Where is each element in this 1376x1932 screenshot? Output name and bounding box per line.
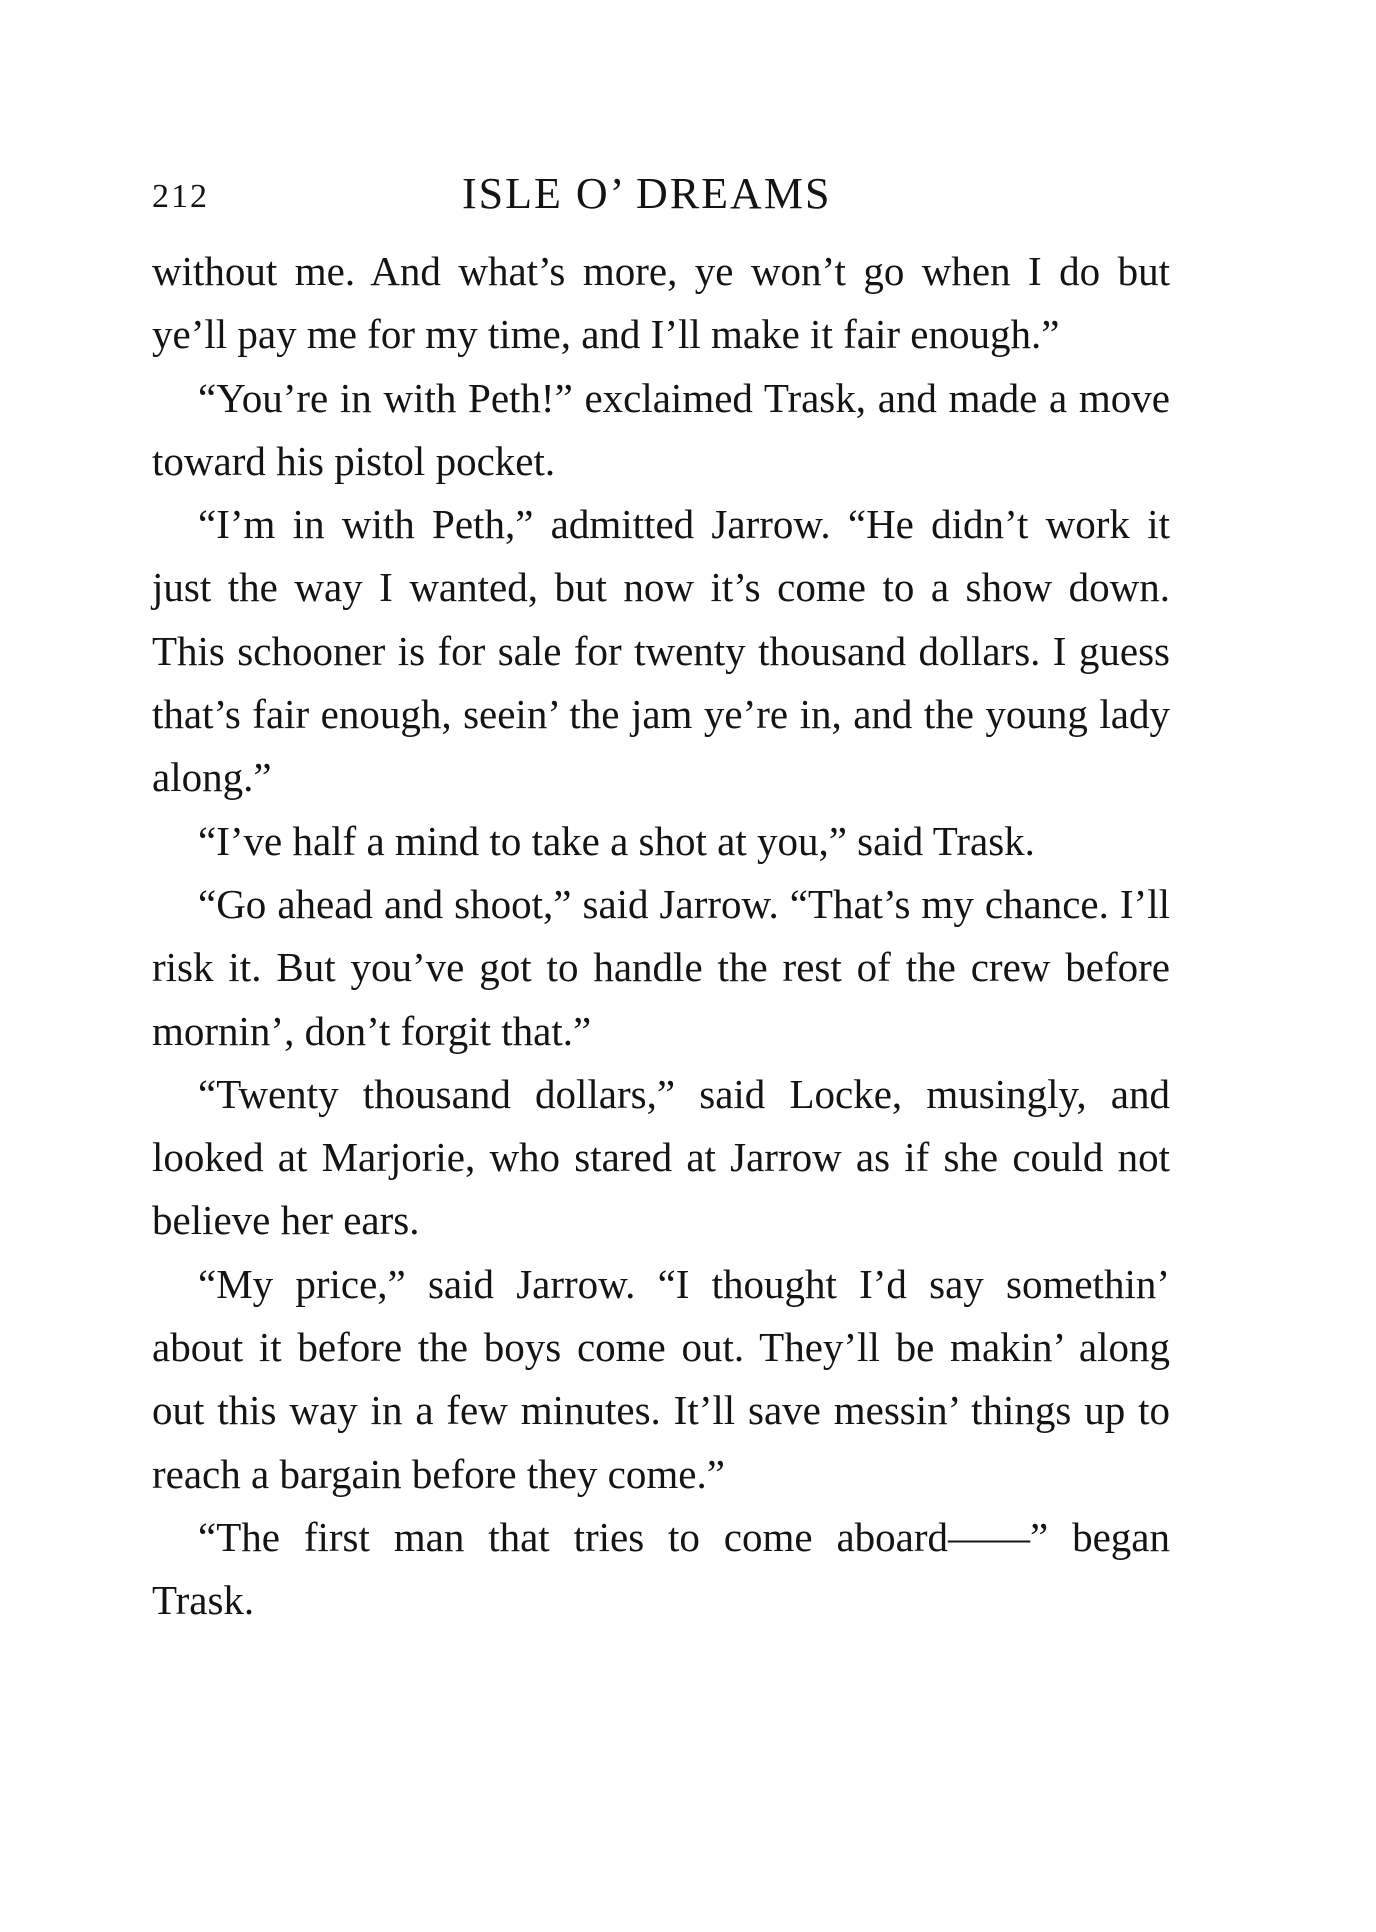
body-text (152, 240, 1170, 1633)
paragraph: “The first man that tries to come aboard——” began Trask. (152, 1513, 1170, 1624)
running-head-title: ISLE O’ DREAMS (462, 169, 832, 218)
page-header (152, 168, 1170, 228)
paragraph: “I’m in with Peth,” admitted Jarrow. “He didn’t work it just the way I wanted, but now it’s come to a show down. This schooner is for sale for twenty thousand dollars. I guess that’s fair enough, seein’ the jam ye’re in, and the young lady along.” (152, 501, 1170, 801)
page-number: 212 (152, 178, 209, 215)
paragraph: “My price,” said Jarrow. “I thought I’d say somethin’ about it before the boys come out. They’ll be makin’ along out this way in a few minutes. It’ll save messin’ things up to reach a bargain before they come.” (152, 1260, 1170, 1497)
paragraph-continued: without me. And what’s more, ye won’t go when I do but ye’ll pay me for my time, and I’ll make it fair enough.” (152, 248, 1170, 358)
paragraph: “Twenty thousand dollars,” said Locke, musingly, and looked at Marjorie, who stared at Jarrow as if she could not believe her ears. (152, 1070, 1170, 1244)
paragraph: “I’ve half a mind to take a shot at you,” said Trask. (198, 817, 1035, 864)
paragraph: “You’re in with Peth!” exclaimed Trask, and made a move toward his pistol pocket. (152, 374, 1170, 484)
paragraph: “Go ahead and shoot,” said Jarrow. “That’s my chance. I’ll risk it. But you’ve got to handle the rest of the crew before mornin’, don’t forgit that.” (152, 880, 1170, 1054)
